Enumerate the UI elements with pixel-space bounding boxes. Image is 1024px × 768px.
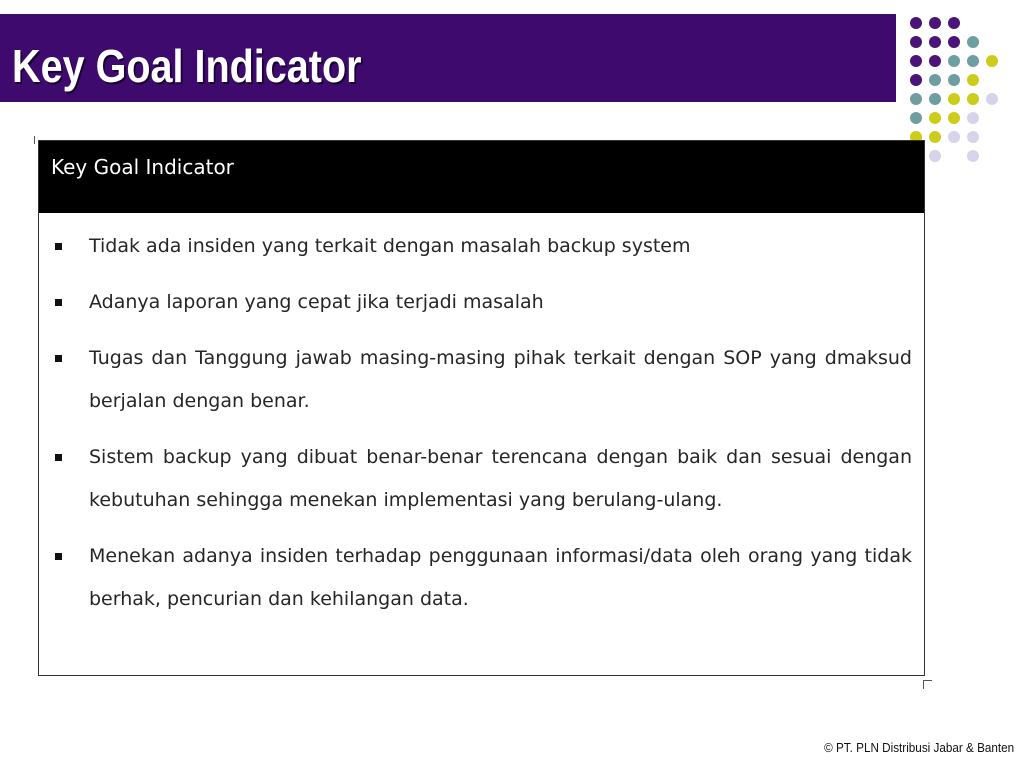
decorative-dot — [929, 131, 941, 143]
list-item-text: Sistem backup yang dibuat benar-benar terencana dengan baik dan sesuai dengan kebutuhan sehingga menekan implementasi yang berulang-ulang. — [89, 446, 912, 511]
decorative-dot — [948, 93, 960, 105]
decorative-dot — [929, 55, 941, 67]
list-item — [39, 337, 912, 423]
decorative-dot — [967, 55, 979, 67]
decorative-dot — [910, 36, 922, 48]
decorative-dot — [910, 112, 922, 124]
indicator-list — [39, 213, 924, 621]
decorative-dot — [948, 17, 960, 29]
decorative-dot — [929, 150, 941, 162]
decorative-dot — [948, 36, 960, 48]
decorative-dot — [929, 74, 941, 86]
decorative-dot — [910, 17, 922, 29]
square-bullet-icon — [55, 355, 62, 362]
table-header: Key Goal Indicator — [39, 141, 924, 213]
decorative-dot — [986, 55, 998, 67]
decorative-dot — [967, 131, 979, 143]
decorative-dot — [910, 55, 922, 67]
decorative-dot-grid — [910, 14, 1010, 164]
slide-title: Key Goal Indicator — [12, 40, 362, 92]
decorative-dot — [986, 93, 998, 105]
list-item-text: Menekan adanya insiden terhadap penggunaan informasi/data oleh orang yang tidak berhak, pencurian dan kehilangan data. — [89, 545, 912, 610]
square-bullet-icon — [55, 243, 62, 250]
square-bullet-icon — [55, 299, 62, 306]
list-item — [39, 225, 912, 268]
square-bullet-icon — [55, 553, 62, 560]
list-item-text: Adanya laporan yang cepat jika terjadi masalah — [89, 291, 544, 313]
decorative-dot — [948, 131, 960, 143]
decorative-dot — [929, 36, 941, 48]
footer-copyright: © PT. PLN Distribusi Jabar & Banten — [823, 740, 1014, 755]
list-item — [39, 436, 912, 522]
decorative-dot — [967, 150, 979, 162]
key-goal-indicator-table — [38, 140, 925, 676]
decorative-dot — [967, 112, 979, 124]
list-item-text: Tidak ada insiden yang terkait dengan masalah backup system — [89, 235, 691, 257]
square-bullet-icon — [55, 454, 62, 461]
decorative-dot — [967, 36, 979, 48]
decorative-dot — [948, 74, 960, 86]
decorative-dot — [967, 74, 979, 86]
decorative-dot — [948, 112, 960, 124]
crop-mark-bottom-right — [923, 680, 932, 689]
decorative-dot — [929, 93, 941, 105]
decorative-dot — [910, 74, 922, 86]
decorative-dot — [910, 93, 922, 105]
list-item — [39, 535, 912, 621]
decorative-dot — [929, 112, 941, 124]
decorative-dot — [967, 93, 979, 105]
decorative-dot — [948, 55, 960, 67]
list-item-text: Tugas dan Tanggung jawab masing-masing pihak terkait dengan SOP yang dmaksud berjalan dengan benar. — [89, 347, 912, 412]
list-item — [39, 281, 912, 324]
decorative-dot — [929, 17, 941, 29]
